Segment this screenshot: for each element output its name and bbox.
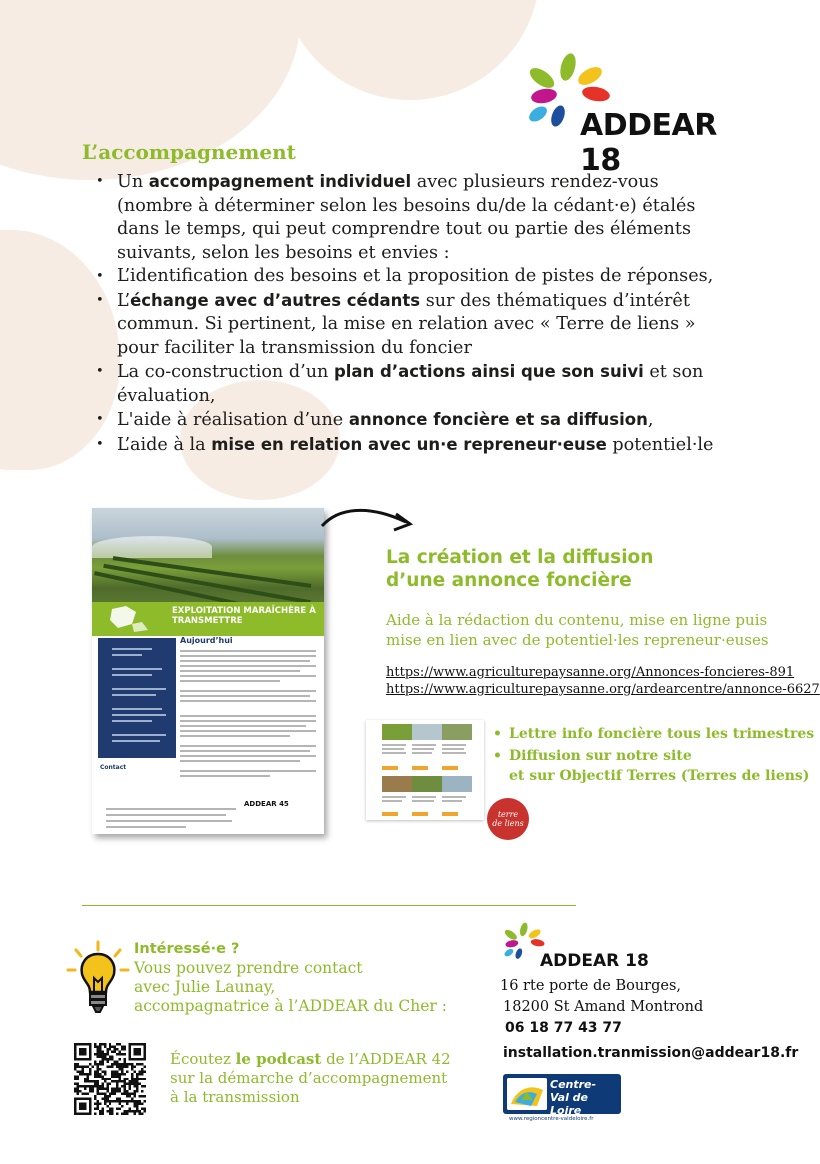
region-centre-logo [503, 1074, 623, 1128]
flyer-sidebar [98, 638, 176, 758]
flyer-logo: ADDEAR 45 [244, 800, 289, 808]
addear-logo [520, 52, 760, 178]
addear-logo-small [500, 915, 660, 975]
flyer-contact-label: Contact [100, 764, 127, 771]
flyer-heading: Aujourd’hui [180, 636, 233, 645]
list-item: • L'aide à réalisation d’une annonce foncière et sa diffusion, [96, 408, 736, 433]
terre-de-liens-logo: terre de liens [487, 798, 529, 840]
annonce-description: Aide à la rédaction du contenu, mise en ligne puis mise en lien avec de potentiel·les repreneur·euses [386, 611, 769, 649]
addear-logo-text: ADDEAR 18 [540, 951, 649, 971]
greenhouse-photo [92, 508, 324, 608]
accompaniment-list [96, 170, 736, 457]
flyer-footer [106, 808, 246, 830]
list-item: • L’identification des besoins et la proposition de pistes de réponses, [96, 265, 736, 289]
contact-question: Intéressé·e ? [134, 941, 240, 957]
section-title: L’accompagnement [82, 140, 296, 164]
podcast-text: Écoutez le podcast de l’ADDEAR 42 sur la démarche d’accompagnement à la transmission [170, 1050, 451, 1106]
list-item: • L’échange avec d’autres cédants sur des thématiques d’intérêt commun. Si pertinent, la mise en relation avec « Terre de liens » pour faciliter la transmission du foncier [96, 289, 736, 361]
email-address[interactable]: installation.tranmission@addear18.fr [503, 1045, 799, 1061]
addear-logo-text: ADDEAR 18 [580, 108, 717, 178]
section-divider [82, 905, 576, 906]
phone-number[interactable]: 06 18 77 43 77 [505, 1020, 622, 1036]
diffusion-list [493, 724, 814, 786]
list-item: • Un accompagnement individuel avec plusieurs rendez-vous (nombre à déterminer selon les besoins du/de la cédant·e) étalés dans le temps, qui peut comprendre tout ou partie des éléments suivants, selon les besoins et envies : [96, 170, 736, 265]
list-item: • La co-construction d’un plan d’actions ainsi que son suivi et son évaluation, [96, 360, 736, 408]
newsletter-thumbnail [366, 720, 484, 820]
list-item: • L’aide à la mise en relation avec un·e repreneur·euse potentiel·le [96, 433, 736, 458]
link-annonces-foncieres[interactable]: https://www.agriculturepaysanne.org/Annonces-foncieres-891 [386, 665, 795, 680]
curved-arrow-icon [318, 500, 418, 540]
region-name: Centre- Val de Loire [550, 1078, 597, 1117]
light-bulb-icon [66, 940, 130, 1016]
list-item: • Diffusion sur notre site et sur Objectif Terres (Terres de liens) [493, 746, 814, 786]
postal-address: 16 rte porte de Bourges, 18200 St Amand Montrond [500, 978, 704, 1015]
flyer-thumbnail [92, 508, 324, 834]
region-map-icon [102, 604, 162, 634]
region-url: www.regioncentre-valdeloire.fr [509, 1116, 594, 1122]
annonce-title: La création et la diffusion d’une annonce foncière [386, 547, 654, 591]
region-map-icon [507, 1078, 547, 1110]
list-item: • Lettre info foncière tous les trimestres [493, 724, 814, 744]
contact-invitation: Intéressé·e ? Vous pouvez prendre contact avec Julie Launay, accompagnatrice à l’ADDEAR du Cher : [134, 941, 447, 1015]
annonce-links [386, 664, 820, 698]
link-ardearcentre-annonce[interactable]: https://www.agriculturepaysanne.org/ardearcentre/annonce-6627 [386, 682, 820, 697]
flyer-title: EXPLOITATION MARAÎCHÈRE À TRANSMETTRE [172, 606, 316, 626]
qr-code[interactable] [74, 1043, 146, 1115]
background-shape [280, 0, 540, 100]
